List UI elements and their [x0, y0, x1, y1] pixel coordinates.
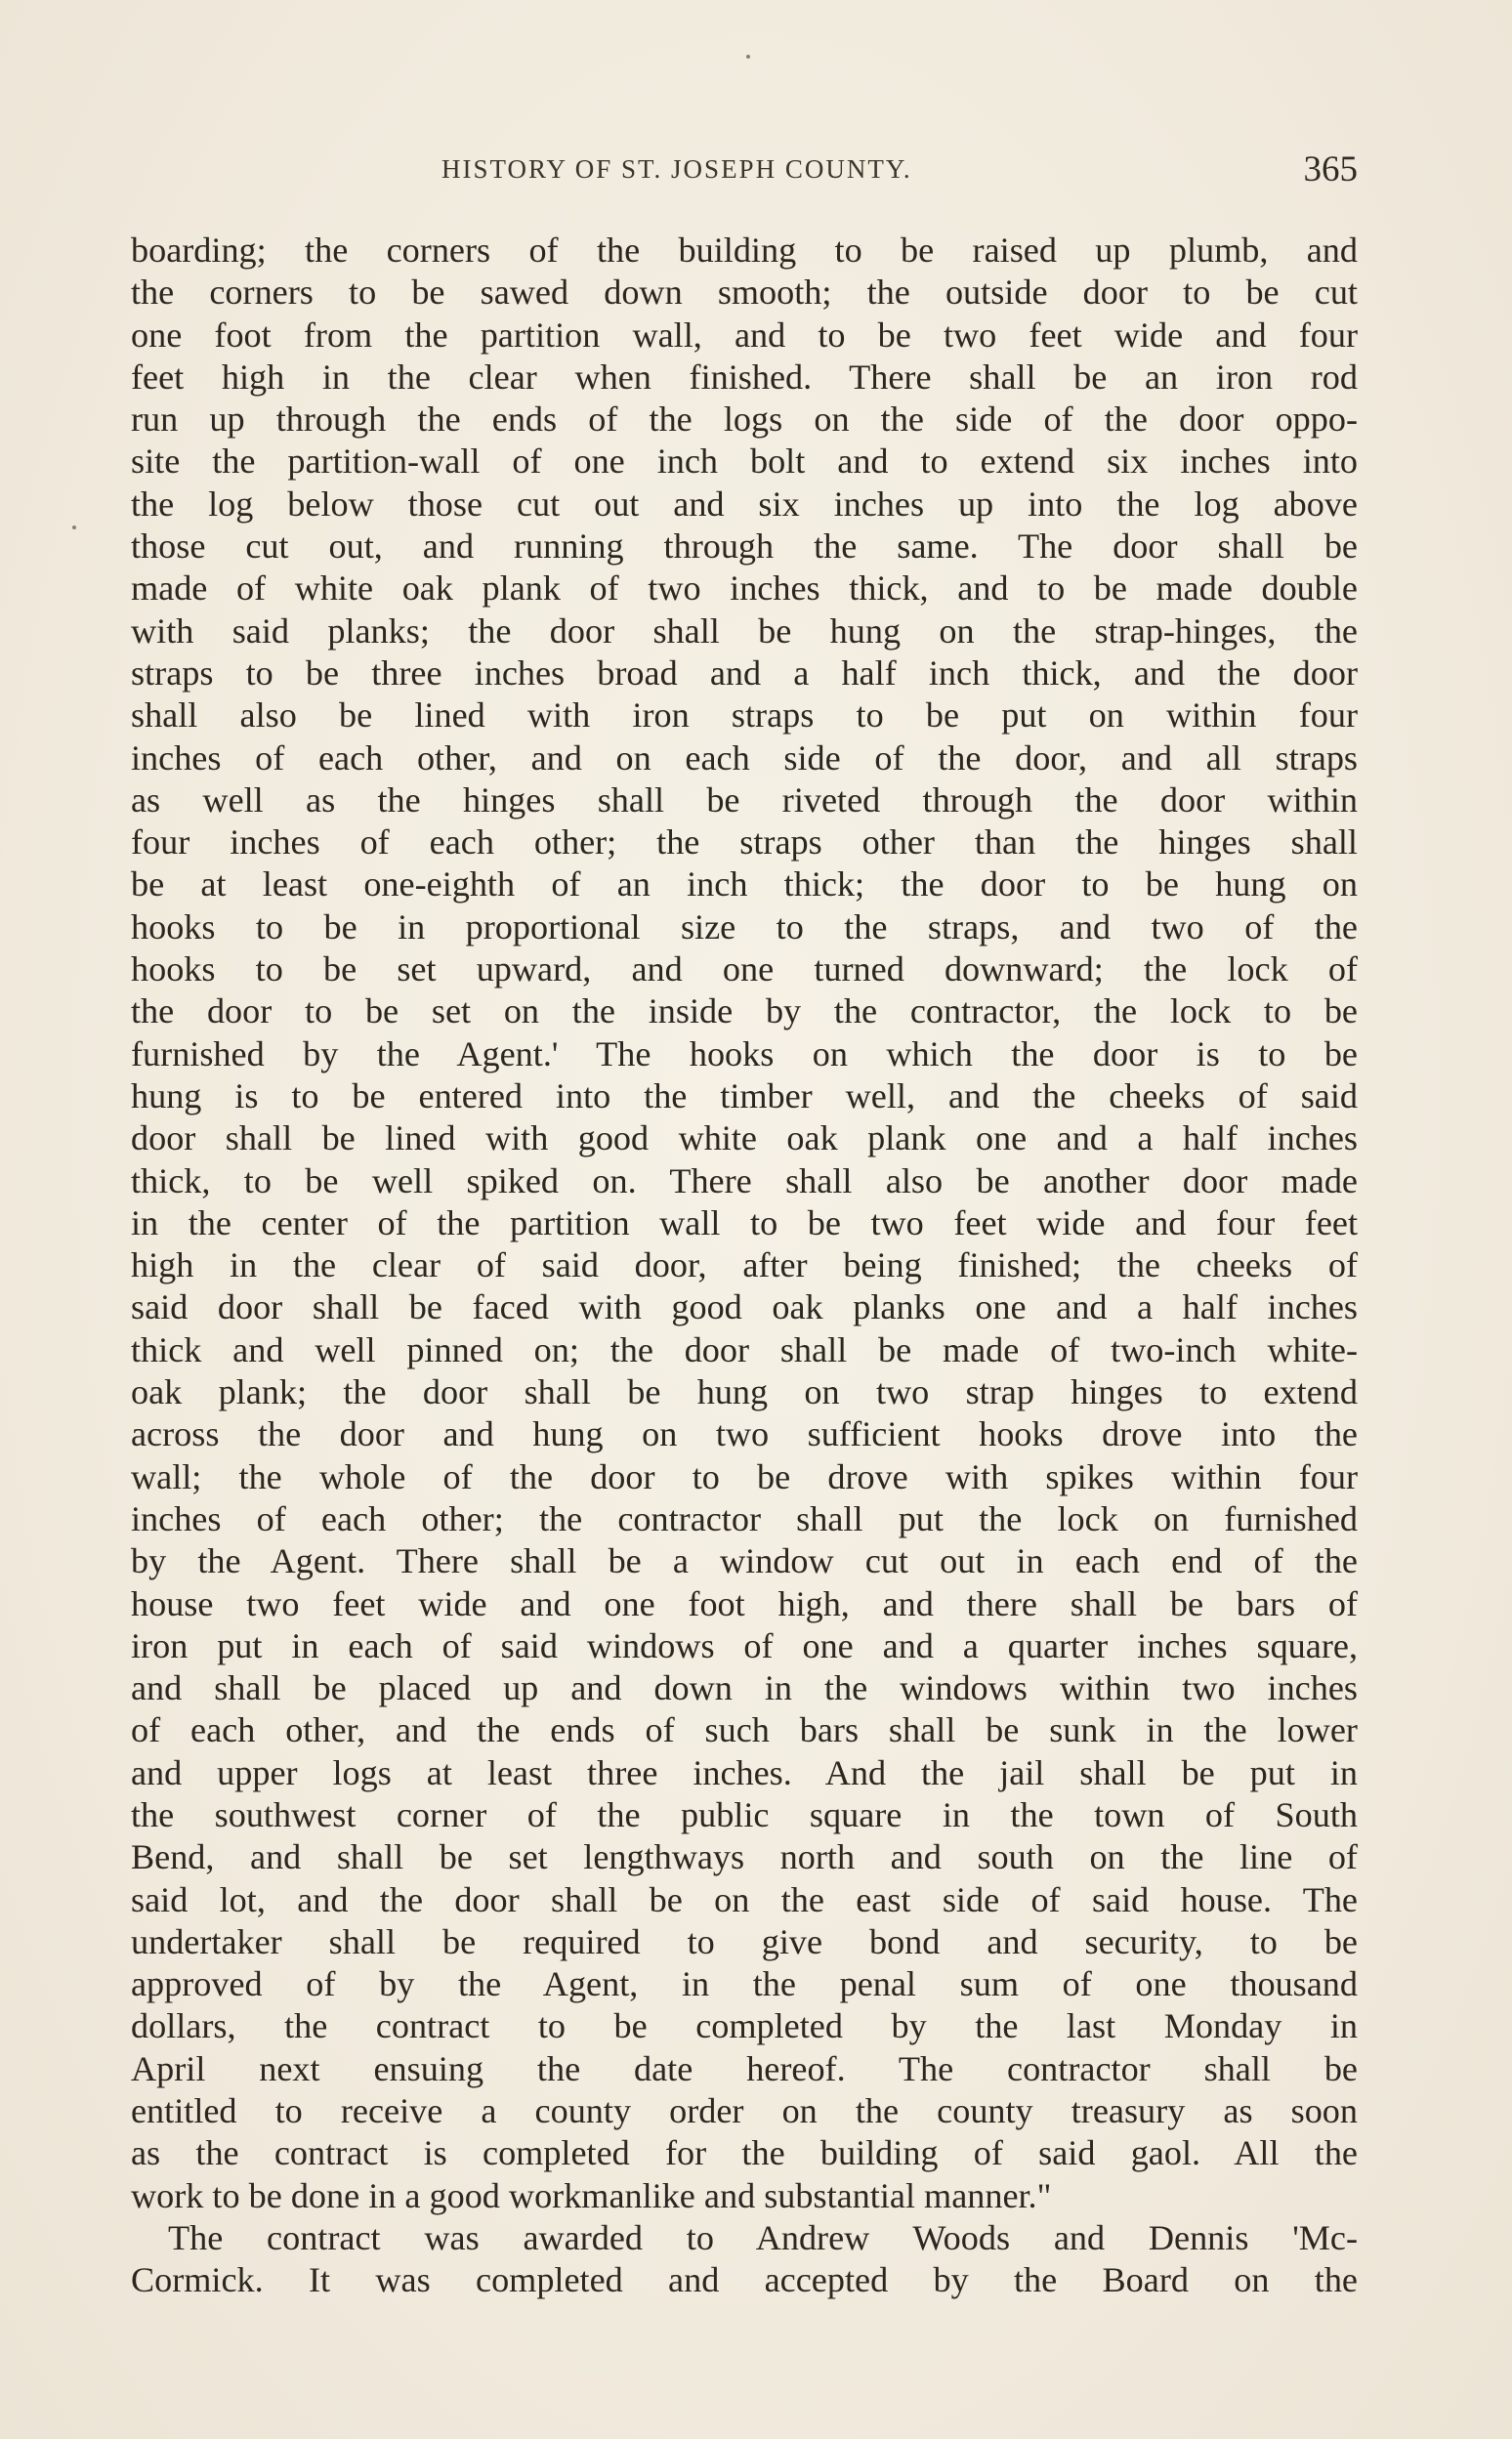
text-line: in the center of the partition wall to be two feet wide and four feet	[131, 1202, 1358, 1242]
margin-speck	[746, 55, 750, 59]
text-line: thick and well pinned on; the door shall be made of two-inch white-	[131, 1329, 1358, 1369]
text-line: as well as the hinges shall be riveted through the door within	[131, 779, 1358, 820]
text-line: boarding; the corners of the building to be raised up plumb, and	[131, 231, 1358, 270]
text-line: site the partition-wall of one inch bolt and to extend six inches into	[131, 442, 1358, 482]
text-line: shall also be lined with iron straps to be put on within four	[131, 695, 1358, 736]
text-line: oak plank; the door shall be hung on two strap hinges to extend	[131, 1372, 1358, 1412]
text-line: by the Agent. There shall be a window cut out in each end of the	[131, 1541, 1358, 1581]
text-line: hung is to be entered into the timber well, and the cheeks of said	[131, 1075, 1358, 1115]
text-line: and upper logs at least three inches. And the jail shall be put in	[131, 1752, 1358, 1792]
text-line: work to be done in a good workmanlike and substantial manner."	[131, 2175, 1052, 2215]
text-line: inches of each other; the contractor shall put the lock on furnished	[131, 1498, 1358, 1538]
text-line: hooks to be set upward, and one turned downward; the lock of	[131, 949, 1358, 989]
text-line: said lot, and the door shall be on the east side of said house. The	[131, 1879, 1358, 1919]
text-line: as the contract is completed for the building of said gaol. All the	[131, 2133, 1358, 2173]
text-line: those cut out, and running through the same. The door shall be	[131, 526, 1358, 567]
text-line: one foot from the partition wall, and to be two feet wide and four	[131, 315, 1358, 355]
text-line: door shall be lined with good white oak plank one and a half inches	[131, 1118, 1358, 1158]
text-line: the corners to be sawed down smooth; the outside door to be cut	[131, 273, 1358, 313]
text-line: be at least one-eighth of an inch thick; the door to be hung on	[131, 864, 1358, 904]
page-number: 365	[1303, 149, 1358, 189]
text-line: approved of by the Agent, in the penal sum of one thousand	[131, 1964, 1358, 2004]
text-line: thick, to be well spiked on. There shall also be another door made	[131, 1160, 1358, 1200]
text-line: four inches of each other; the straps other than the hinges shall	[131, 822, 1358, 862]
text-line: hooks to be in proportional size to the straps, and two of the	[131, 906, 1358, 946]
text-line: said door shall be faced with good oak planks one and a half inches	[131, 1287, 1358, 1327]
text-line: dollars, the contract to be completed by the last Monday in	[131, 2006, 1358, 2046]
running-head: HISTORY OF ST. JOSEPH COUNTY.	[441, 154, 912, 184]
text-line: the door to be set on the inside by the contractor, the lock to be	[131, 991, 1358, 1031]
text-line: the log below those cut out and six inches up into the log above	[131, 484, 1358, 524]
text-line: straps to be three inches broad and a half inch thick, and the door	[131, 652, 1358, 693]
page-header	[131, 149, 1358, 193]
text-line: run up through the ends of the logs on the side of the door oppo-	[131, 399, 1358, 440]
text-line: Cormick. It was completed and accepted by the Board on the	[131, 2260, 1358, 2300]
text-line: undertaker shall be required to give bond and security, to be	[131, 1921, 1358, 1961]
text-line: wall; the whole of the door to be drove with spikes within four	[131, 1456, 1358, 1496]
body-text	[131, 230, 1358, 2302]
text-line: The contract was awarded to Andrew Woods and Dennis 'Mc-	[168, 2217, 1358, 2257]
text-line: of each other, and the ends of such bars shall be sunk in the lower	[131, 1710, 1358, 1750]
text-line: high in the clear of said door, after being finished; the cheeks of	[131, 1245, 1358, 1285]
text-line: iron put in each of said windows of one and a quarter inches square,	[131, 1625, 1358, 1665]
text-line: house two feet wide and one foot high, and there shall be bars of	[131, 1583, 1358, 1623]
text-line: feet high in the clear when finished. There shall be an iron rod	[131, 357, 1358, 397]
text-line: made of white oak plank of two inches thick, and to be made double	[131, 568, 1358, 609]
text-line: and shall be placed up and down in the windows within two inches	[131, 1668, 1358, 1708]
text-line: Bend, and shall be set lengthways north and south on the line of	[131, 1837, 1358, 1877]
text-line: across the door and hung on two sufficient hooks drove into the	[131, 1414, 1358, 1454]
text-line: entitled to receive a county order on the county treasury as soon	[131, 2091, 1358, 2131]
text-line: furnished by the Agent.' The hooks on which the door is to be	[131, 1033, 1358, 1073]
text-line: April next ensuing the date hereof. The contractor shall be	[131, 2048, 1358, 2088]
text-line: the southwest corner of the public square in the town of South	[131, 1794, 1358, 1834]
text-line: inches of each other, and on each side of the door, and all straps	[131, 737, 1358, 778]
text-line: with said planks; the door shall be hung on the strap-hinges, the	[131, 610, 1358, 651]
margin-speck	[72, 526, 76, 529]
